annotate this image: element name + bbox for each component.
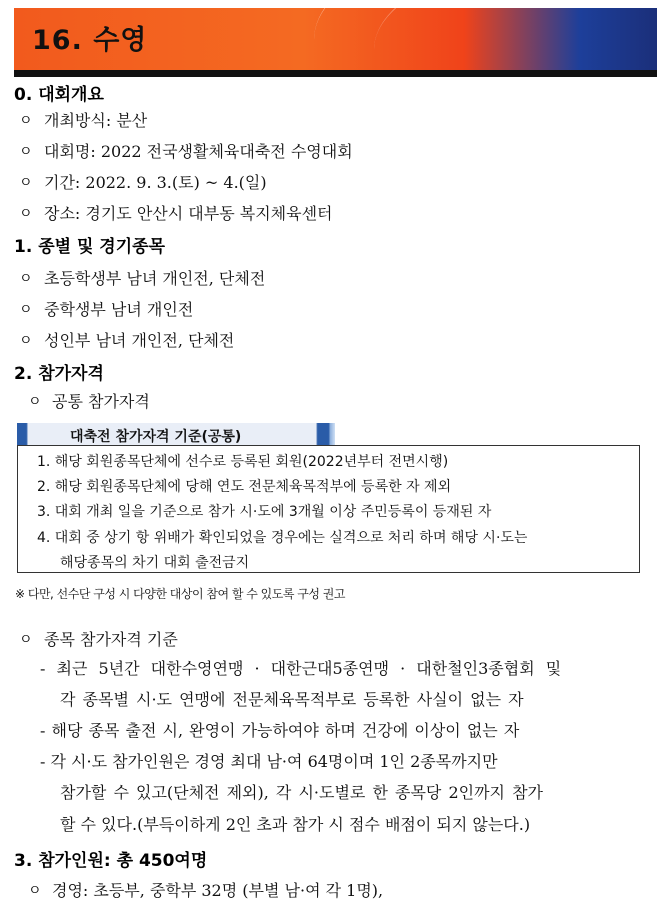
list-item: 중학생부 남녀 개인전 (44, 300, 194, 319)
title-banner (14, 8, 657, 70)
list-item: 초등학생부 남녀 개인전, 단체전 (44, 269, 266, 288)
note-text: ※ 다만, 선수단 구성 시 다양한 대상이 참여 할 수 있도록 구성 권고 (15, 587, 345, 601)
bullet: ㅇ (19, 113, 33, 129)
list-item: 종목 참가자격 기준 (44, 630, 178, 649)
list-item: 대회명: 2022 전국생활체육대축전 수영대회 (44, 142, 353, 161)
bullet: ㅇ (19, 632, 33, 648)
criteria-box-title (17, 423, 335, 445)
list-item: 성인부 남녀 개인전, 단체전 (44, 331, 235, 350)
dash-item-continuation: 참가할 수 있고(단체전 제외), 각 시·도별로 한 종목당 2인까지 참가 (60, 783, 544, 802)
section-heading-overview: 0. 대회개요 (14, 85, 104, 105)
criteria-item-continuation: 해당종목의 차기 대회 출전금지 (60, 555, 250, 571)
criteria-item: 1. 해당 회원종목단체에 선수로 등록된 회원(2022년부터 전면시행) (37, 454, 449, 470)
dash-item-continuation: 할 수 있다.(부득이하게 2인 초과 참가 시 점수 배점이 되지 않는다.) (60, 815, 531, 834)
criteria-item: 2. 해당 회원종목단체에 당해 연도 전문체육목적부에 등록한 자 제외 (37, 479, 452, 495)
criteria-item: 4. 대회 중 상기 항 위배가 확인되었을 경우에는 실격으로 처리 하며 해당 시·도는 (37, 530, 528, 546)
section-heading-events: 1. 종별 및 경기종목 (14, 237, 165, 257)
bullet: ㅇ (28, 883, 42, 899)
list-item: 기간: 2022. 9. 3.(토) ~ 4.(일) (44, 173, 267, 192)
list-item: 장소: 경기도 안산시 대부동 복지체육센터 (44, 204, 333, 223)
section-heading-participants: 3. 참가인원: 총 450여명 (14, 851, 208, 871)
bullet: ㅇ (19, 175, 33, 191)
bullet: ㅇ (19, 144, 33, 160)
criteria-box-title-text: 대축전 참가자격 기준(공통) (70, 429, 242, 445)
criteria-item: 3. 대회 개최 일을 기준으로 참가 시·도에 3개월 이상 주민등록이 등재된 자 (37, 504, 492, 520)
bullet: ㅇ (19, 271, 33, 287)
dash-item: - 각 시·도 참가인원은 경영 최대 남·여 64명이며 1인 2종목까지만 (40, 752, 498, 771)
list-item: 공통 참가자격 (52, 392, 150, 411)
title-underline-bar (14, 70, 657, 77)
bullet: ㅇ (19, 302, 33, 318)
bullet: ㅇ (19, 333, 33, 349)
bullet: ㅇ (19, 206, 33, 222)
banner-curve-decoration (374, 8, 657, 70)
dash-item-continuation: 각 종목별 시·도 연맹에 전문체육목적부로 등록한 사실이 없는 자 (60, 690, 524, 709)
list-item: 경영: 초등부, 중학부 32명 (부별 남·여 각 1명), (52, 881, 384, 900)
page-title: 16. 수영 (32, 25, 148, 56)
bullet: ㅇ (28, 394, 42, 410)
dash-item: - 최근 5년간 대한수영연맹 · 대한근대5종연맹 · 대한철인3종협회 및 (40, 659, 562, 678)
list-item: 개최방식: 분산 (44, 111, 148, 130)
section-heading-eligibility: 2. 참가자격 (14, 364, 104, 384)
dash-item: - 해당 종목 출전 시, 완영이 가능하여야 하며 건강에 이상이 없는 자 (40, 721, 520, 740)
